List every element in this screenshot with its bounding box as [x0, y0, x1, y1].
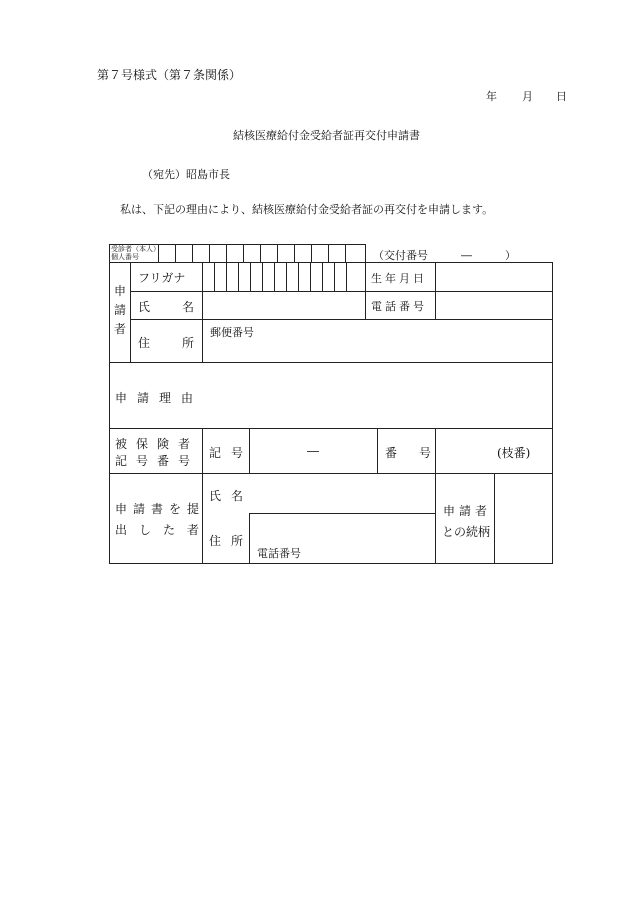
relation-input[interactable] [498, 500, 548, 540]
symbol-input-right[interactable] [322, 440, 374, 460]
postal-input[interactable] [260, 322, 360, 338]
name-input[interactable] [204, 294, 364, 318]
birthdate-label: 生年月日 [371, 272, 427, 285]
submitter-label-line1: 申請書を提 [115, 502, 206, 516]
my-number-label-line2: 個人番号 [111, 253, 139, 261]
relation-label-line1: 申請者 [443, 504, 492, 518]
my-number-input[interactable] [160, 246, 345, 261]
relation-label-line2: との続柄 [442, 525, 491, 539]
address-label: 住所 [138, 336, 227, 350]
submitter-address-label: 住所 [209, 534, 254, 548]
branch-label: (枝番) [497, 446, 531, 460]
my-number-label-line1: 受診者（本人） [111, 245, 160, 253]
date-day-label: 日 [556, 90, 567, 103]
symbol-label: 記号 [209, 446, 254, 460]
symbol-dash: ― [307, 444, 319, 458]
submitter-name-input[interactable] [253, 480, 431, 506]
birthdate-input[interactable] [438, 265, 550, 289]
reason-input[interactable] [206, 366, 548, 424]
submitter-phone-input[interactable] [310, 543, 430, 559]
date-year-label: 年 [486, 90, 497, 103]
name-label [138, 298, 227, 315]
date-month-label: 月 [522, 90, 533, 103]
postal-label: 郵便番号 [210, 326, 254, 339]
issue-number-label: （交付番号 ― ） [373, 249, 516, 262]
applicant-group-label: 申請者 [113, 284, 126, 336]
symbol-input-left[interactable] [253, 440, 303, 460]
insured-label-line1: 被保険者 [115, 437, 200, 451]
submitter-name-label: 氏名 [209, 489, 254, 503]
submitter-phone-label: 電話番号 [257, 547, 301, 560]
form-number: 第７号様式（第７条関係） [97, 68, 242, 82]
addressee: （宛先）昭島市長 [142, 168, 230, 181]
phone-input[interactable] [438, 294, 550, 318]
name-label-text: 氏名 [138, 300, 227, 314]
submitter-address-input[interactable] [253, 518, 431, 540]
phone-label: 電話番号 [371, 300, 427, 313]
furigana-input[interactable] [204, 265, 364, 289]
submitter-label-line2: 出した者 [115, 523, 212, 537]
furigana-label: フリガナ [138, 271, 186, 285]
form-title: 結核医療給付金受給者証再交付申請書 [233, 129, 420, 142]
intro-text: 私は、下記の理由により、結核医療給付金受給者証の再交付を申請します。 [120, 203, 494, 216]
insured-label-line2: 記号番号 [115, 454, 200, 468]
address-input[interactable] [210, 340, 548, 360]
number-label: 番号 [385, 446, 454, 460]
number-input[interactable] [439, 440, 495, 460]
reason-label: 申請理由 [115, 391, 204, 405]
